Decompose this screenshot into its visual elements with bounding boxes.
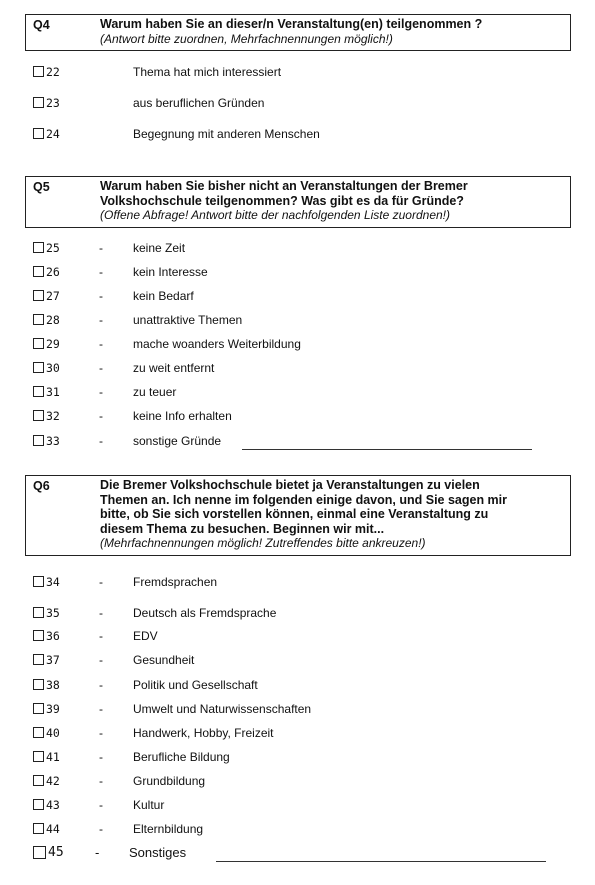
option-label: unattraktive Themen — [133, 313, 243, 327]
question-text: bitte, ob Sie sich vorstellen können, einmal eine Veranstaltung zu — [100, 507, 489, 521]
checkbox[interactable] — [33, 775, 44, 786]
question-q4-box — [25, 14, 571, 51]
dash: - — [99, 606, 103, 620]
option-label: Deutsch als Fremdsprache — [133, 606, 277, 620]
question-text: Themen an. Ich nenne im folgenden einige davon, und Sie sagen mir — [100, 492, 508, 507]
option-code: 29 — [46, 337, 60, 351]
write-in-line[interactable] — [242, 449, 532, 450]
dash: - — [99, 774, 103, 788]
option-code: 36 — [46, 629, 60, 643]
checkbox[interactable] — [33, 338, 44, 349]
checkbox[interactable] — [33, 290, 44, 301]
dash: - — [99, 313, 103, 327]
option-code: 42 — [46, 774, 60, 788]
option-code: 33 — [46, 434, 60, 448]
option-code: 45 — [48, 845, 64, 860]
checkbox[interactable] — [33, 727, 44, 738]
option-label: mache woanders Weiterbildung — [133, 337, 301, 351]
question-text: Die Bremer Volkshochschule bietet ja Veranstaltungen zu vielen — [100, 478, 480, 492]
question-id: Q6 — [33, 479, 50, 493]
option-label: Kultur — [133, 798, 165, 812]
dash: - — [99, 361, 103, 375]
option-code: 27 — [46, 289, 60, 303]
option-code: 43 — [46, 798, 60, 812]
option-label: keine Info erhalten — [133, 409, 232, 423]
question-text: Warum haben Sie bisher nicht an Veranstaltungen der Bremer — [100, 179, 468, 193]
checkbox[interactable] — [33, 410, 44, 421]
option-label: Grundbildung — [133, 774, 206, 788]
option-label: Elternbildung — [133, 822, 204, 836]
dash: - — [99, 337, 103, 351]
option-code: 22 — [46, 65, 60, 79]
option-label: Berufliche Bildung — [133, 750, 230, 764]
dash: - — [99, 822, 103, 836]
question-instruction: (Antwort bitte zuordnen, Mehrfachnennungen möglich!) — [100, 31, 393, 46]
option-code: 26 — [46, 265, 60, 279]
checkbox[interactable] — [33, 386, 44, 397]
dash: - — [99, 409, 103, 423]
option-code: 35 — [46, 606, 60, 620]
dash: - — [99, 750, 103, 764]
dash: - — [99, 702, 103, 716]
option-code: 25 — [46, 241, 60, 255]
question-instruction: (Mehrfachnennungen möglich! Zutreffendes bitte ankreuzen!) — [100, 536, 426, 550]
option-label: Fremdsprachen — [133, 575, 218, 589]
checkbox[interactable] — [33, 703, 44, 714]
option-label: Sonstiges — [129, 845, 187, 860]
option-code: 31 — [46, 385, 60, 399]
dash: - — [99, 434, 103, 448]
checkbox[interactable] — [33, 97, 44, 108]
checkbox[interactable] — [33, 846, 46, 859]
option-label: Thema hat mich interessiert — [133, 65, 282, 79]
option-code: 32 — [46, 409, 60, 423]
checkbox[interactable] — [33, 435, 44, 446]
question-instruction: (Offene Abfrage! Antwort bitte der nachfolgenden Liste zuordnen!) — [100, 208, 450, 222]
option-code: 44 — [46, 822, 60, 836]
checkbox[interactable] — [33, 576, 44, 587]
option-code: 38 — [46, 678, 60, 692]
dash: - — [99, 653, 103, 667]
option-label: Handwerk, Hobby, Freizeit — [133, 726, 274, 740]
checkbox[interactable] — [33, 128, 44, 139]
question-q6-box — [25, 475, 571, 556]
option-label: kein Bedarf — [133, 289, 194, 303]
checkbox[interactable] — [33, 630, 44, 641]
option-label: Umwelt und Naturwissenschaften — [133, 702, 312, 716]
checkbox[interactable] — [33, 799, 44, 810]
option-code: 24 — [46, 127, 60, 141]
dash: - — [99, 265, 103, 279]
dash: - — [99, 726, 103, 740]
option-label: EDV — [133, 629, 158, 643]
checkbox[interactable] — [33, 654, 44, 665]
dash: - — [99, 289, 103, 303]
question-q5-box — [25, 176, 571, 228]
checkbox[interactable] — [33, 679, 44, 690]
checkbox[interactable] — [33, 823, 44, 834]
write-in-line[interactable] — [216, 861, 546, 862]
option-label: Gesundheit — [133, 653, 195, 667]
option-code: 30 — [46, 361, 60, 375]
option-label: kein Interesse — [133, 265, 208, 279]
question-id: Q4 — [33, 18, 50, 32]
option-label: keine Zeit — [133, 241, 186, 255]
question-text: diesem Thema zu besuchen. Beginnen wir mit... — [100, 521, 385, 536]
checkbox[interactable] — [33, 266, 44, 277]
option-code: 40 — [46, 726, 60, 740]
option-code: 34 — [46, 575, 60, 589]
option-code: 39 — [46, 702, 60, 716]
option-label: zu teuer — [133, 385, 177, 399]
checkbox[interactable] — [33, 607, 44, 618]
dash: - — [99, 629, 103, 643]
option-code: 28 — [46, 313, 60, 327]
question-text: Warum haben Sie an dieser/n Veranstaltung(en) teilgenommen ? — [100, 17, 483, 31]
option-label: sonstige Gründe — [133, 434, 222, 448]
option-code: 37 — [46, 653, 60, 667]
option-label: zu weit entfernt — [133, 361, 215, 375]
option-label: Politik und Gesellschaft — [133, 678, 258, 692]
dash: - — [99, 798, 103, 812]
checkbox[interactable] — [33, 362, 44, 373]
checkbox[interactable] — [33, 242, 44, 253]
dash: - — [99, 678, 103, 692]
checkbox[interactable] — [33, 751, 44, 762]
question-text: Volkshochschule teilgenommen? Was gibt es da für Gründe? — [100, 193, 464, 208]
dash: - — [99, 385, 103, 399]
checkbox[interactable] — [33, 66, 44, 77]
dash: - — [95, 845, 100, 860]
checkbox[interactable] — [33, 314, 44, 325]
dash: - — [99, 241, 103, 255]
option-label: Begegnung mit anderen Menschen — [133, 127, 320, 141]
dash: - — [99, 575, 103, 589]
option-label: aus beruflichen Gründen — [133, 96, 265, 110]
option-code: 41 — [46, 750, 60, 764]
option-code: 23 — [46, 96, 60, 110]
question-id: Q5 — [33, 180, 50, 194]
